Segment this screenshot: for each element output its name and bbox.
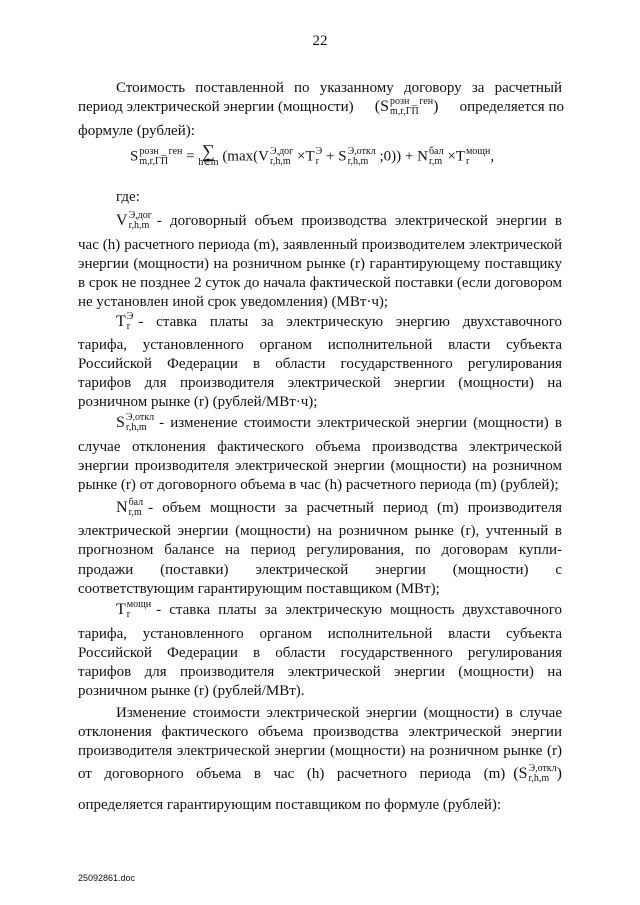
paragraph-line: Стоимость поставленной по указанному договору за расчетный xyxy=(116,80,562,96)
paragraph-line: тарифа, установленного органом исполнительной власти субъекта xyxy=(78,626,562,642)
paragraph-line: розничном рынке (r) (рублей/МВт). xyxy=(78,683,305,699)
page-number: 22 xyxy=(312,33,328,49)
paragraph-line: прогнозном балансе на период регулирования, по договорам купли- xyxy=(78,542,562,558)
where-label: где: xyxy=(116,189,140,205)
definition-v: V Э,дог r,h,m - договорный объем производства электрической энергии в xyxy=(116,210,562,232)
paragraph-text: период электрической энергии (мощности) xyxy=(78,98,354,115)
sum-operator: ∑ h∈m xyxy=(198,141,219,168)
footer-filename: 25092861.doc xyxy=(78,873,136,883)
symbol-s-otkl: (S Э,откл r,h,m ) xyxy=(513,763,562,785)
paragraph-line: продажи (поставки) электрической энергии (мощности) с xyxy=(78,562,562,578)
main-formula: S розн _ ген m,r,ГП = ∑ h∈m (max(V Э,дог r,h,m ×T Э r + S Э,откл r,h,m ;0)) + N бал r,m ×T мощн r , xyxy=(130,141,495,168)
definition-t: T Э r - ставка платы за электрическую энергию двухставочного xyxy=(116,311,562,333)
paragraph-line: розничном рынке (r) (рублей/МВт·ч); xyxy=(78,394,318,410)
paragraph-text: определяется по xyxy=(459,98,564,115)
paragraph-line: час (h) расчетного периода (m), заявленный производителем электрической xyxy=(78,237,562,253)
paragraph-line: формуле (рублей): xyxy=(78,123,195,139)
paragraph-line: случае отклонения фактического объема производства электрической xyxy=(78,439,562,455)
paragraph-line: производителя электрической энергии (мощности) на розничном рынке (r) xyxy=(78,743,562,759)
paragraph-line-with-symbol: от договорного объема в час (h) расчетного периода (m) (S Э,откл r,h,m ) xyxy=(78,763,562,785)
paragraph-line-with-symbol xyxy=(78,97,564,117)
paragraph-line: Российской Федерации в области государственного регулирования xyxy=(78,645,562,661)
paragraph-line: определяется гарантирующим поставщиком по формуле (рублей): xyxy=(78,797,502,813)
definition-t-capacity: T мощн r - ставка платы за электрическую мощность двухставочного xyxy=(116,599,562,621)
paragraph-line: соответствующим гарантирующим поставщиком (МВт); xyxy=(78,581,440,597)
paragraph-line: не установлен иной срок уведомления) (МВт·ч); xyxy=(78,294,389,310)
paragraph-line: электрической энергии (мощности) на розничном рынке (r), учтенный в xyxy=(78,523,562,539)
paragraph-line: Изменение стоимости электрической энергии (мощности) в случае xyxy=(116,705,562,721)
definition-s: S Э,откл r,h,m - изменение стоимости электрической энергии (мощности) в xyxy=(116,412,562,434)
paragraph-line: в срок не позднее 2 суток до начала фактической поставки (если договором xyxy=(78,275,562,291)
paragraph-line: рынке (r) от договорного объема в час (h) расчетного периода (m) (рублей); xyxy=(78,477,559,493)
paragraph-line: энергии производителя электрической энергии (мощности) на розничном xyxy=(78,458,562,474)
symbol-s-rozn-gen: (S розн _ ген m,r,ГП ) xyxy=(374,96,439,118)
paragraph-line: энергии (мощности) на розничном рынке (r) гарантирующему поставщику xyxy=(78,256,562,272)
paragraph-line: отклонения фактического объема производства электрической энергии xyxy=(78,724,562,740)
definition-n: N бал r,m - объем мощности за расчетный период (m) производителя xyxy=(116,497,562,519)
paragraph-line: тарифов для производителя электрической энергии (мощности) на xyxy=(78,664,562,680)
paragraph-line: Российской Федерации в области государственного регулирования xyxy=(78,356,562,372)
paragraph-line: тарифа, установленного органом исполнительной власти субъекта xyxy=(78,337,562,353)
paragraph-line: тарифов для производителя электрической энергии (мощности) на xyxy=(78,375,562,391)
